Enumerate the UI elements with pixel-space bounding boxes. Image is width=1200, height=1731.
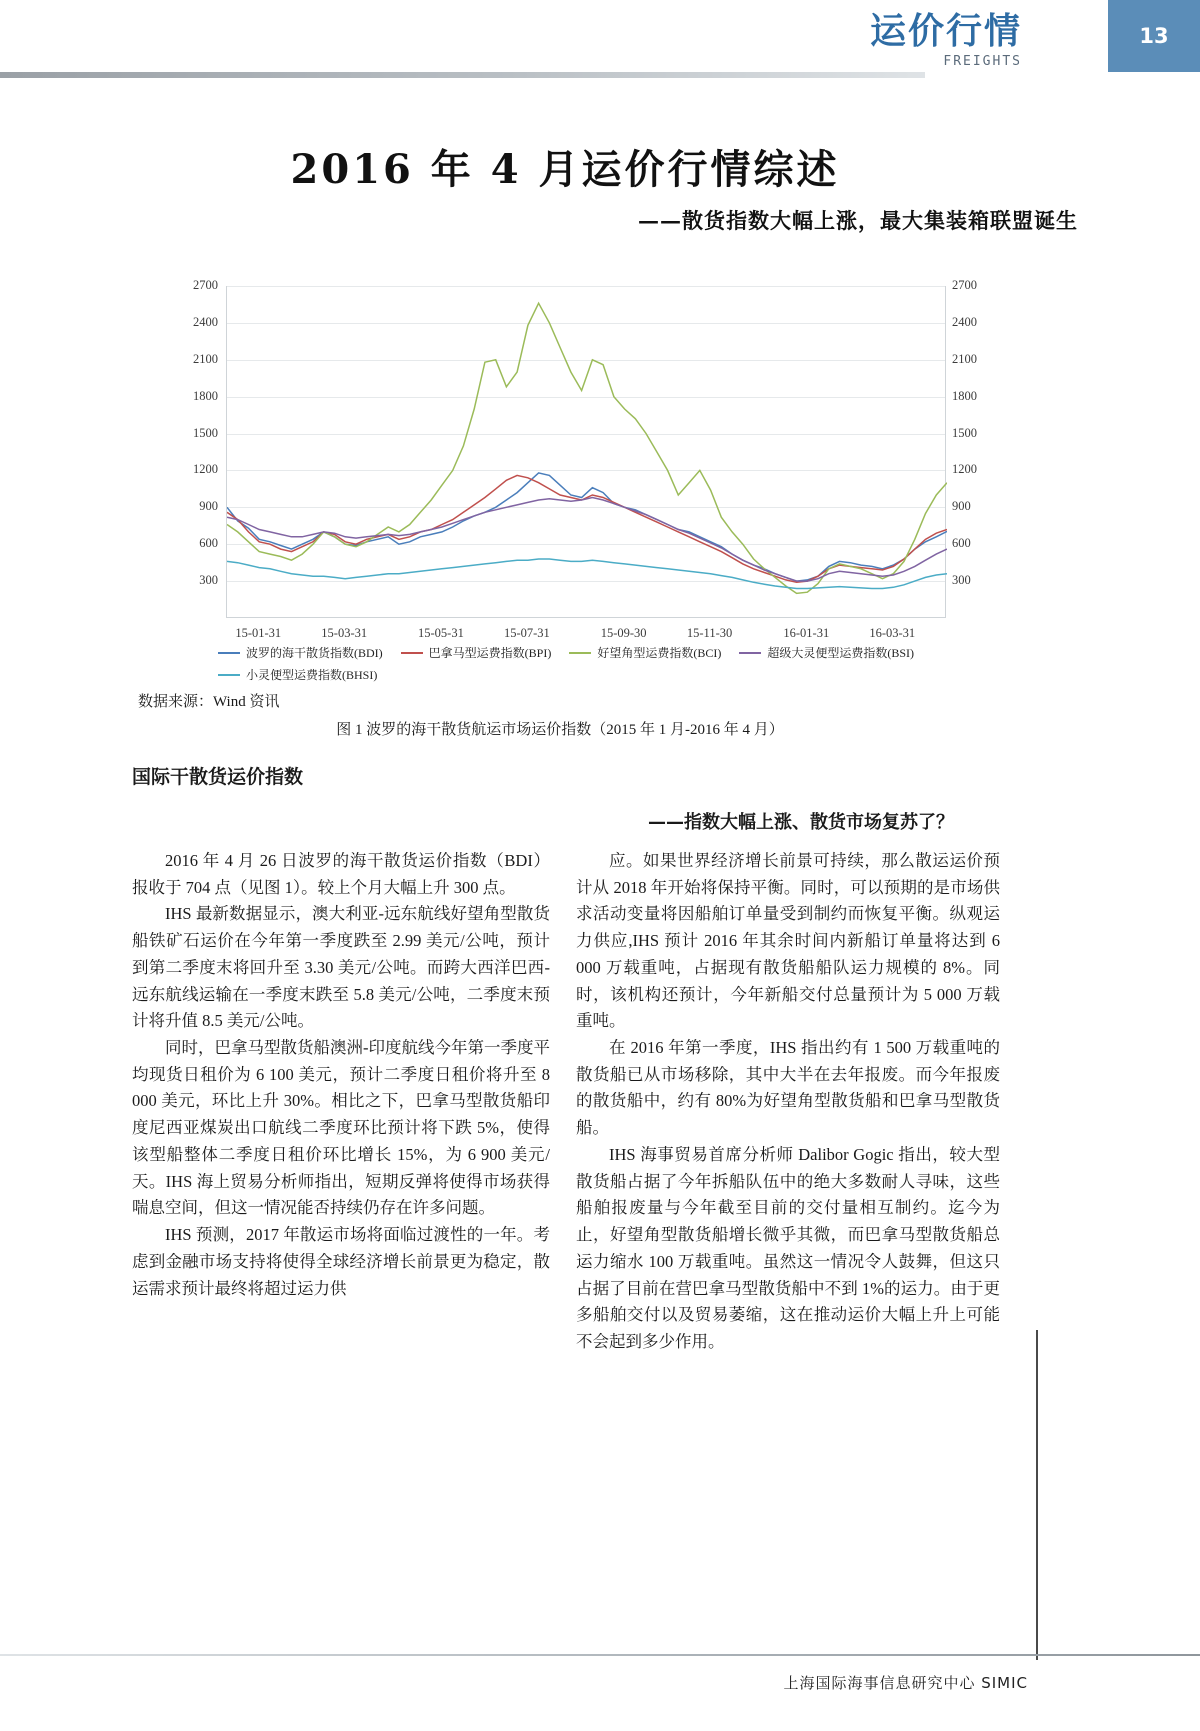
- chart-y-tick-label: 1800: [952, 388, 977, 403]
- freight-index-chart: [148, 272, 1028, 682]
- footer-vertical-rule: [1036, 1330, 1038, 1660]
- right-column-heading: ——指数大幅上涨、散货市场复苏了？: [648, 812, 954, 833]
- chart-y-tick-label: 2100: [193, 351, 218, 366]
- chart-y-tick-label: 1500: [193, 425, 218, 440]
- legend-label: 小灵便型运费指数(BHSI): [246, 668, 378, 682]
- chart-legend: [218, 644, 1018, 683]
- chart-series-line: [227, 498, 947, 582]
- page-title: 2016 年 4 月运价行情综述: [290, 146, 840, 193]
- paragraph: IHS 预测，2017 年散运市场将面临过渡性的一年。考虑到金融市场支持将使得全球经济增长前景更为稳定，散运需求预计最终将超过运力供: [132, 1225, 550, 1298]
- chart-y-tick-label: 300: [199, 573, 218, 588]
- page-header: [0, 0, 1200, 96]
- chart-y-tick-label: 1500: [952, 425, 977, 440]
- chart-y-tick-label: 2100: [952, 351, 977, 366]
- chart-plot-area: [226, 286, 946, 618]
- header-title: 运价行情: [869, 11, 1022, 52]
- footer-divider: [0, 1654, 1200, 1656]
- chart-y-tick-label: 2700: [952, 278, 977, 292]
- legend-color-swatch: [569, 652, 591, 654]
- chart-x-tick-label: 16-03-31: [869, 626, 916, 640]
- chart-y-tick-label: 1200: [952, 462, 977, 477]
- legend-color-swatch: [739, 652, 761, 654]
- legend-item[interactable]: [218, 666, 377, 683]
- chart-x-tick-label: 15-01-31: [235, 626, 282, 640]
- legend-item[interactable]: [739, 644, 914, 661]
- legend-row-primary: [218, 644, 1018, 661]
- chart-series-line: [227, 303, 947, 593]
- chart-x-tick-label: 15-05-31: [418, 626, 464, 640]
- chart-source-note: 数据来源：Wind 资讯: [138, 694, 280, 710]
- paragraph: 应。如果世界经济增长前景可持续，那么散运运价预计从 2018 年开始将保持平衡。同时，可以预期的是市场供求活动变量将因船舶订单量受到制约而恢复平衡。纵观运力供应,IHS 预计 2016 年其余时间内新船订单量将达到 6 000 万载重吨，占据现有散货船船队运力规模的 8%。同时，该机构还预计，今年新船交付总量预计为 5 000 万载重吨。: [576, 851, 1000, 1031]
- chart-y-tick-label: 900: [199, 499, 218, 514]
- legend-color-swatch: [218, 674, 240, 676]
- chart-y-tick-label: 600: [199, 536, 218, 551]
- page-number-badge: 13: [1108, 0, 1200, 72]
- chart-y-tick-label: 600: [952, 536, 971, 551]
- chart-x-tick-label: 15-03-31: [321, 626, 368, 640]
- chart-x-tick-label: 15-11-30: [686, 626, 733, 640]
- chart-x-tick-label: 16-01-31: [783, 626, 830, 640]
- legend-color-swatch: [218, 652, 240, 654]
- legend-item[interactable]: [569, 644, 721, 661]
- body-column-right: [576, 848, 1000, 1356]
- footer-text: 上海国际海事信息研究中心 SIMIC: [783, 1674, 1028, 1692]
- chart-y-tick-label: 900: [952, 499, 971, 514]
- legend-row-secondary: [218, 666, 1018, 683]
- legend-label: 好望角型运费指数(BCI): [597, 646, 722, 660]
- header-subtitle: FREIGHTS: [943, 53, 1022, 69]
- paragraph: 同时，巴拿马型散货船澳洲-印度航线今年第一季度平均现货日租价为 6 100 美元，预计二季度日租价将升至 8 000 美元，环比上升 30%。相比之下，巴拿马型散货船印度尼西亚煤炭出口航线二季度环比预计将下跌 5%，使得该型船整体二季度日租价环比增长 15%，为 6 900 美元/天。IHS 海上贸易分析师指出，短期反弹将使得市场获得喘息空间，但这一情况能否持续仍存在许多问题。: [132, 1038, 550, 1218]
- chart-y-tick-label: 2400: [193, 314, 218, 329]
- chart-series-layer: [227, 286, 947, 618]
- legend-label: 超级大灵便型运费指数(BSI): [767, 646, 915, 660]
- paragraph: 在 2016 年第一季度，IHS 指出约有 1 500 万载重吨的散货船已从市场移除，其中大半在去年报废。而今年报废的散货船中，约有 80%为好望角型散货船和巴拿马型散货船。: [576, 1038, 1000, 1138]
- legend-color-swatch: [401, 652, 423, 654]
- chart-x-tick-label: 15-09-30: [600, 626, 647, 640]
- chart-y-tick-label: 2700: [193, 278, 218, 292]
- legend-label: 波罗的海干散货指数(BDI): [246, 646, 383, 660]
- chart-series-line: [227, 475, 947, 582]
- chart-y-tick-label: 1200: [193, 462, 218, 477]
- header-title-block: [870, 12, 1022, 69]
- legend-item[interactable]: [218, 644, 383, 661]
- figure-caption: 图 1 波罗的海干散货航运市场运价指数（2015 年 1 月-2016 年 4 月）: [336, 722, 784, 738]
- legend-item[interactable]: [401, 644, 552, 661]
- header-divider: [0, 72, 925, 78]
- chart-x-tick-label: 15-07-31: [503, 626, 550, 640]
- legend-label: 巴拿马型运费指数(BPI): [428, 646, 552, 660]
- paragraph: IHS 最新数据显示，澳大利亚-远东航线好望角型散货船铁矿石运价在今年第一季度跌至 2.99 美元/公吨，预计到第二季度末将回升至 3.30 美元/公吨。而跨大西洋巴西-远东航线运输在一季度末跌至 5.8 美元/公吨，二季度末预计将升值 8.5 美元/公吨。: [132, 904, 550, 1031]
- paragraph: IHS 海事贸易首席分析师 Dalibor Gogic 指出，较大型散货船占据了今年拆船队伍中的绝大多数耐人寻味，这些船舶报废量与今年截至目前的交付量相互制约。迄今为止，好望角型散货船增长微乎其微，而巴拿马型散货船总运力缩水 100 万载重吨。虽然这一情况令人鼓舞，但这只占据了目前在营巴拿马型散货船中不到 1%的运力。由于更多船舶交付以及贸易萎缩，这在推动运价大幅上升上可能不会起到多少作用。: [576, 1144, 1000, 1351]
- page-subtitle: ——散货指数大幅上涨，最大集装箱联盟诞生: [638, 208, 1078, 233]
- body-column-left: [132, 848, 550, 1302]
- section-heading: 国际干散货运价指数: [132, 766, 304, 788]
- chart-y-tick-label: 1800: [193, 388, 218, 403]
- chart-y-tick-label: 300: [952, 573, 971, 588]
- chart-y-tick-label: 2400: [952, 314, 977, 329]
- paragraph: 2016 年 4 月 26 日波罗的海干散货运价指数（BDI）报收于 704 点（见图 1）。较上个月大幅上升 300 点。: [132, 851, 550, 897]
